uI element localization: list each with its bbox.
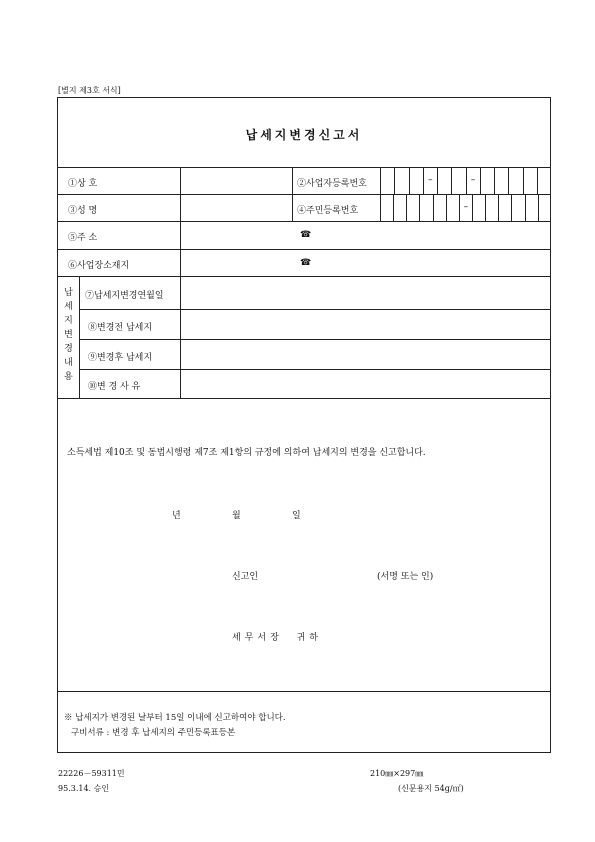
resident-reg-no-label: ④주민등록번호 [297,206,359,216]
divider [57,691,551,692]
address-label: ⑤주 소 [68,233,98,243]
divider [79,276,80,398]
footer-form-code: 22226－59311민 [58,769,125,778]
footer-paper-size: 210㎜×297㎜ [370,769,424,778]
divider [292,167,293,221]
biz-location-input[interactable] [181,250,550,275]
old-address-label: ⑧변경전 납세지 [88,323,153,333]
form-number: [별지 제3호 서식] [58,86,121,95]
name-input[interactable] [181,195,291,220]
trade-name-input[interactable] [181,168,291,193]
change-reason-label: ⑩변 경 사 유 [88,382,141,392]
biz-reg-no-boxes[interactable]: – – [380,167,551,194]
biz-location-label: ⑥사업장소재지 [68,261,130,271]
name-label: ③성 명 [68,206,98,216]
declaration-text: 소득세법 제10조 및 동법시행령 제7조 제1항의 규정에 의하여 납세지의 변경을 신고합니다. [67,448,426,458]
resident-reg-no-boxes[interactable]: – [380,194,551,221]
change-date-label: ⑦납세지변경연월일 [85,291,164,301]
signature-label: (서명 또는 인) [377,572,434,582]
addressee: 세무서장 귀하 [232,633,322,643]
biz-reg-no-label: ②사업자등록번호 [297,179,367,189]
new-address-input[interactable] [181,340,550,368]
declarant-label: 신고인 [232,572,259,582]
form-title: 납세지변경신고서 [245,128,363,142]
note-documents: 구비서류 : 변경 후 납세지의 주민등록표등본 [71,728,236,738]
phone-icon: ☎ [300,230,312,240]
phone-icon: ☎ [300,258,312,268]
trade-name-label: ①상 호 [68,179,98,189]
footer-approval: 95.3.14. 승인 [58,784,110,793]
note-deadline: ※ 납세지가 변경된 날부터 15일 이내에 신고하여야 합니다. [64,713,286,723]
address-input[interactable] [181,222,550,248]
old-address-input[interactable] [181,310,550,338]
year-label: 년 [172,511,181,521]
day-label: 일 [292,511,301,521]
month-label: 월 [232,511,241,521]
footer-paper-type: (신문용지 54g/㎡) [398,784,464,793]
change-section-side-label: 납 세 지 변 경 내 용 [64,288,73,382]
new-address-label: ⑨변경후 납세지 [88,353,153,363]
divider [57,398,551,399]
change-reason-input[interactable] [181,370,550,397]
change-date-input[interactable] [181,277,550,308]
